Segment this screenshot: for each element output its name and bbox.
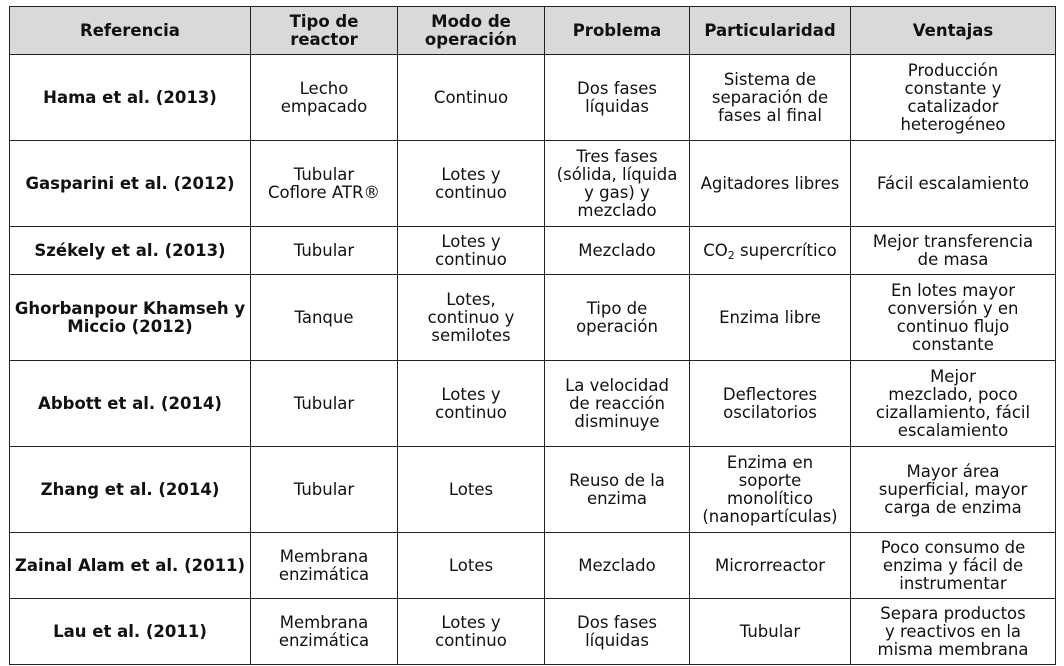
table-row	[10, 141, 1056, 227]
table-row	[10, 447, 1056, 533]
cell-line: carga de enzima	[884, 497, 1022, 517]
cell-line: superficial, mayor	[878, 479, 1028, 499]
cell-particularidad	[690, 227, 851, 275]
cell-line: Mejor	[930, 366, 976, 386]
table-row	[10, 599, 1056, 665]
table-row	[10, 227, 1056, 275]
cell-line: de reacción	[569, 393, 665, 413]
cell-line: Membrana	[279, 612, 369, 632]
cell-line: Deflectores	[722, 384, 818, 404]
cell-line: continuo	[435, 402, 507, 422]
cell-line: Lotes	[448, 479, 494, 499]
cell-line: Problema	[572, 20, 662, 40]
cell-line: Tubular	[293, 393, 355, 413]
cell-problema	[545, 275, 690, 361]
cell-modo-operacion	[398, 55, 545, 141]
cell-line: constante	[912, 334, 994, 354]
cell-line: Sistema de	[723, 69, 817, 89]
cell-line: Lotes,	[446, 289, 496, 309]
header-row	[10, 7, 1056, 55]
cell-line: Tanque	[294, 307, 354, 327]
cell-line: enzimática	[278, 630, 370, 650]
cell-tipo-reactor	[251, 141, 398, 227]
cell-line: Membrana	[279, 546, 369, 566]
header-referencia	[10, 7, 251, 55]
cell-line: conversión y en	[887, 298, 1019, 318]
cell-line: Coflore ATR®	[268, 182, 380, 202]
table-row	[10, 361, 1056, 447]
cell-particularidad	[690, 55, 851, 141]
cell-line: Enzima en	[726, 452, 814, 472]
cell-line: Reuso de la	[569, 470, 665, 490]
cell-line: mezclado	[577, 200, 657, 220]
cell-line: semilotes	[431, 325, 511, 345]
cell-line: Referencia	[80, 20, 180, 40]
table-row	[10, 275, 1056, 361]
cell-line: Mayor área	[906, 461, 1000, 481]
cell-particularidad	[690, 447, 851, 533]
cell-line: enzima	[586, 488, 648, 508]
cell-referencia: Gasparini et al. (2012)	[10, 141, 251, 227]
cell-problema	[545, 141, 690, 227]
cell-line: oscilatorios	[723, 402, 817, 422]
cell-referencia: Abbott et al. (2014)	[10, 361, 251, 447]
cell-tipo-reactor	[251, 599, 398, 665]
cell-problema	[545, 55, 690, 141]
cell-line: Poco consumo de	[880, 537, 1026, 557]
cell-line: empacado	[280, 96, 368, 116]
cell-line: continuo	[435, 249, 507, 269]
cell-line: mezclado, poco	[888, 384, 1018, 404]
reactor-comparison-table	[9, 6, 1056, 665]
cell-line: Continuo	[433, 87, 509, 107]
cell-line: catalizador	[907, 96, 999, 116]
cell-modo-operacion	[398, 227, 545, 275]
cell-line: (sólida, líquida	[556, 164, 678, 184]
cell-line: Lotes y	[441, 164, 501, 184]
cell-line: Lotes	[448, 555, 494, 575]
co2-subscript: 2	[727, 248, 735, 262]
supercritico-text: supercrítico	[734, 240, 837, 260]
cell-line: Tipo de	[289, 11, 359, 31]
cell-line: Mejor transferencia	[872, 231, 1034, 251]
cell-particularidad	[690, 361, 851, 447]
cell-modo-operacion	[398, 141, 545, 227]
cell-referencia	[10, 275, 251, 361]
header-modo-operacion	[398, 7, 545, 55]
cell-line: disminuye	[574, 411, 660, 431]
cell-line: escalamiento	[897, 420, 1009, 440]
cell-ventajas	[851, 141, 1056, 227]
cell-line: cizallamiento, fácil	[875, 402, 1031, 422]
cell-ventajas	[851, 447, 1056, 533]
cell-line: heterogéneo	[900, 114, 1006, 134]
cell-line: Enzima libre	[719, 307, 821, 327]
cell-line: separación de	[711, 87, 829, 107]
header-ventajas	[851, 7, 1056, 55]
cell-line: Fácil escalamiento	[876, 173, 1030, 193]
cell-line: Dos fases	[577, 78, 657, 98]
cell-line: Modo de	[431, 11, 511, 31]
cell-line: Separa productos	[880, 603, 1026, 623]
cell-particularidad	[690, 275, 851, 361]
cell-line: Mezclado	[578, 240, 656, 260]
cell-ventajas	[851, 227, 1056, 275]
cell-line: Lotes y	[441, 612, 501, 632]
cell-line: (nanopartículas)	[702, 506, 838, 526]
cell-referencia: Zhang et al. (2014)	[10, 447, 251, 533]
cell-line: monolítico	[726, 488, 814, 508]
cell-modo-operacion	[398, 599, 545, 665]
cell-line: En lotes mayor	[890, 280, 1016, 300]
cell-line: líquidas	[585, 630, 649, 650]
cell-line: Lotes y	[441, 384, 501, 404]
cell-line: Tubular	[293, 479, 355, 499]
cell-tipo-reactor	[251, 447, 398, 533]
cell-modo-operacion	[398, 275, 545, 361]
cell-line: constante y	[904, 78, 1002, 98]
cell-line: Ghorbanpour Khamseh y	[14, 298, 246, 318]
header-particularidad	[690, 7, 851, 55]
table-row	[10, 55, 1056, 141]
cell-line: Particularidad	[704, 20, 836, 40]
cell-ventajas	[851, 599, 1056, 665]
cell-line: continuo flujo	[896, 316, 1010, 336]
cell-ventajas	[851, 275, 1056, 361]
cell-line: y gas) y	[584, 182, 650, 202]
header-problema	[545, 7, 690, 55]
cell-line: Microrreactor	[714, 555, 825, 575]
cell-modo-operacion	[398, 447, 545, 533]
cell-line: enzima y fácil de	[882, 555, 1024, 575]
cell-ventajas	[851, 55, 1056, 141]
cell-line: Lotes y	[441, 231, 501, 251]
cell-modo-operacion	[398, 361, 545, 447]
cell-referencia: Székely et al. (2013)	[10, 227, 251, 275]
cell-line: continuo y	[427, 307, 515, 327]
cell-line: Tubular	[739, 621, 801, 641]
cell-line: enzimática	[278, 564, 370, 584]
cell-line: Miccio (2012)	[67, 316, 193, 336]
cell-line: La velocidad	[565, 375, 669, 395]
cell-line: y reactivos en la	[884, 621, 1022, 641]
cell-tipo-reactor	[251, 275, 398, 361]
cell-line: Tubular	[293, 164, 355, 184]
cell-line: Dos fases	[577, 612, 657, 632]
cell-ventajas	[851, 361, 1056, 447]
cell-problema	[545, 361, 690, 447]
cell-line: Tubular	[293, 240, 355, 260]
cell-line: fases al final	[718, 105, 822, 125]
cell-referencia: Hama et al. (2013)	[10, 55, 251, 141]
cell-line: instrumentar	[899, 573, 1007, 593]
cell-line: operación	[576, 316, 658, 336]
cell-problema	[545, 447, 690, 533]
cell-line: Mezclado	[578, 555, 656, 575]
cell-tipo-reactor	[251, 533, 398, 599]
cell-line: operación	[424, 29, 518, 49]
cell-particularidad	[690, 533, 851, 599]
cell-tipo-reactor	[251, 55, 398, 141]
cell-particularidad	[690, 141, 851, 227]
cell-problema	[545, 227, 690, 275]
cell-line: soporte	[738, 470, 802, 490]
cell-line: de masa	[917, 249, 989, 269]
cell-line: continuo	[435, 182, 507, 202]
cell-line: continuo	[435, 630, 507, 650]
cell-line: Lecho	[299, 78, 349, 98]
co2-text: CO	[703, 240, 728, 260]
cell-problema	[545, 533, 690, 599]
cell-tipo-reactor	[251, 361, 398, 447]
cell-line: Tipo de	[586, 298, 648, 318]
cell-particularidad	[690, 599, 851, 665]
cell-line: Ventajas	[912, 20, 994, 40]
cell-line: Producción	[907, 60, 999, 80]
cell-problema	[545, 599, 690, 665]
cell-referencia: Zainal Alam et al. (2011)	[10, 533, 251, 599]
cell-tipo-reactor	[251, 227, 398, 275]
cell-referencia: Lau et al. (2011)	[10, 599, 251, 665]
cell-line: misma membrana	[877, 639, 1029, 659]
cell-line: líquidas	[585, 96, 649, 116]
table-row	[10, 533, 1056, 599]
cell-line: Tres fases	[576, 146, 658, 166]
cell-ventajas	[851, 533, 1056, 599]
header-tipo-reactor	[251, 7, 398, 55]
cell-line: reactor	[290, 29, 358, 49]
cell-line: Agitadores libres	[700, 173, 840, 193]
cell-modo-operacion	[398, 533, 545, 599]
